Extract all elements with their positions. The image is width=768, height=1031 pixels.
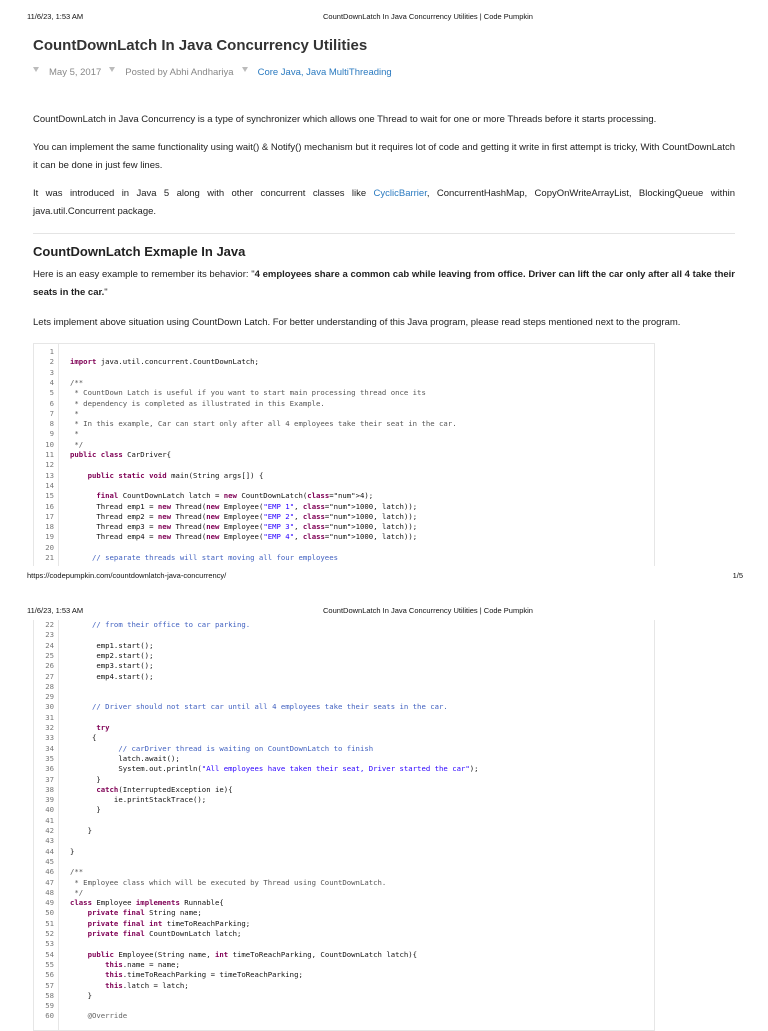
code-line <box>34 630 654 640</box>
code-line <box>34 553 654 563</box>
post-author: Posted by Abhi Andhariya <box>125 67 234 78</box>
code-text: Thread emp3 = new Thread(new Employee("EMP 3", class="num">1000, latch)); <box>70 522 418 532</box>
line-number: 51 <box>45 918 54 928</box>
code-line <box>34 641 654 651</box>
line-number: 6 <box>49 398 54 408</box>
code-line <box>34 399 654 409</box>
code-block-continued <box>33 620 655 1031</box>
line-number: 59 <box>45 1001 54 1011</box>
code-line <box>34 692 654 702</box>
print-page-title: CountDownLatch In Java Concurrency Utilities | Code Pumpkin <box>323 12 533 21</box>
code-line <box>34 960 654 970</box>
code-text: public static void main(String args[]) { <box>87 470 264 480</box>
code-text: Thread emp2 = new Thread(new Employee("EMP 2", class="num">1000, latch)); <box>70 511 418 521</box>
code-text: public Employee(String name, int timeToReachParking, CountDownLatch latch){ <box>87 949 418 959</box>
line-number: 43 <box>45 836 54 846</box>
line-number: 2 <box>49 357 54 367</box>
code-text: Thread emp1 = new Thread(new Employee("EMP 1", class="num">1000, latch)); <box>70 501 418 511</box>
line-number: 11 <box>45 450 54 459</box>
code-line <box>34 816 654 826</box>
line-number: 44 <box>45 846 54 856</box>
print-header <box>0 606 768 618</box>
line-number: 37 <box>45 774 54 784</box>
code-line <box>34 368 654 378</box>
line-number: 31 <box>45 712 54 722</box>
code-text: } <box>70 774 101 784</box>
line-number: 30 <box>45 702 54 712</box>
code-text: */ <box>70 439 84 449</box>
line-number: 4 <box>49 377 54 387</box>
code-line <box>34 347 654 357</box>
code-line <box>34 543 654 553</box>
code-line <box>34 764 654 774</box>
code-text: try <box>96 723 110 732</box>
line-number: 21 <box>45 553 54 562</box>
intro-paragraph: CountDownLatch in Java Concurrency is a type of synchronizer which allows one Thread to wait for one or more Threads before it starts processing. <box>33 114 657 125</box>
line-number: 54 <box>45 949 54 959</box>
post-meta <box>33 67 400 78</box>
line-number: 36 <box>45 764 54 774</box>
post-categories-link[interactable]: Core Java, Java MultiThreading <box>257 67 392 78</box>
code-line <box>34 805 654 815</box>
implementation-paragraph: Lets implement above situation using CountDown Latch. For better understanding of this Java program, please read steps mentioned next to the program. <box>33 317 681 328</box>
code-line <box>34 847 654 857</box>
print-header <box>0 12 768 24</box>
line-number: 10 <box>45 439 54 449</box>
code-block <box>33 343 655 566</box>
line-number: 60 <box>45 1011 54 1021</box>
line-number: 56 <box>45 970 54 980</box>
line-number: 50 <box>45 908 54 918</box>
code-line <box>34 826 654 836</box>
print-datetime: 11/6/23, 1:53 AM <box>27 606 84 615</box>
line-number: 53 <box>45 939 54 949</box>
code-line <box>34 620 654 630</box>
code-line <box>34 440 654 450</box>
post-date: May 5, 2017 <box>49 67 102 78</box>
code-text: import java.util.concurrent.CountDownLatch; <box>70 357 259 367</box>
line-number: 27 <box>45 671 54 681</box>
line-number: 57 <box>45 980 54 990</box>
line-number: 49 <box>45 898 54 908</box>
code-line <box>34 929 654 939</box>
code-line <box>34 754 654 764</box>
code-line <box>34 723 654 733</box>
code-line <box>34 908 654 918</box>
line-number: 29 <box>45 692 54 702</box>
code-line <box>34 378 654 388</box>
line-number: 7 <box>49 408 54 418</box>
line-number: 20 <box>45 542 54 552</box>
code-line <box>34 409 654 419</box>
code-text: * dependency is completed as illustrated in this Example. <box>70 398 325 408</box>
line-number: 8 <box>49 419 54 429</box>
line-number: 1 <box>49 347 54 356</box>
line-number: 15 <box>45 491 54 501</box>
code-line <box>34 512 654 522</box>
code-line <box>34 672 654 682</box>
code-line <box>34 481 654 491</box>
code-line <box>34 429 654 439</box>
code-line <box>34 950 654 960</box>
wait-notify-paragraph: You can implement the same functionality using wait() & Notify() mechanism but it requires lot of code and getting it write in first attempt is tricky, With CountDownLatch it can be done in just few lines. <box>33 142 735 171</box>
code-line <box>34 795 654 805</box>
line-number: 47 <box>45 877 54 887</box>
code-line <box>34 460 654 470</box>
line-number: 22 <box>45 620 54 629</box>
code-text: this.latch = latch; <box>105 980 189 990</box>
line-number: 17 <box>45 511 54 521</box>
line-number: 58 <box>45 990 54 1000</box>
code-line <box>34 1001 654 1011</box>
example-paragraph: Here is an easy example to remember its behavior: "4 employees share a common cab while leaving from office. Driver can lift the car only after all 4 take their seats in the car." <box>33 269 735 298</box>
code-line <box>34 682 654 692</box>
code-line <box>34 919 654 929</box>
code-text: ie.printStackTrace(); <box>70 795 207 805</box>
cyclicbarrier-link[interactable]: CyclicBarrier <box>373 188 427 199</box>
line-number: 45 <box>45 856 54 866</box>
code-text: final CountDownLatch latch = new CountDownLatch(class="num">4); <box>96 491 374 501</box>
code-text: emp4.start(); <box>70 671 154 681</box>
code-text: // carDriver thread is waiting on CountDownLatch to finish <box>70 743 374 753</box>
code-line <box>34 775 654 785</box>
code-text: private final CountDownLatch latch; <box>87 929 242 938</box>
print-page-number: 1/5 <box>732 571 743 580</box>
code-text: * <box>70 429 79 439</box>
section-heading: CountDownLatch Exmaple In Java <box>33 244 246 259</box>
line-number: 14 <box>45 480 54 490</box>
code-line <box>34 733 654 743</box>
line-number: 48 <box>45 887 54 897</box>
code-line <box>34 450 654 460</box>
line-number: 13 <box>45 470 54 480</box>
code-line <box>34 1011 654 1021</box>
code-line <box>34 867 654 877</box>
line-number: 52 <box>45 929 54 938</box>
line-number: 5 <box>49 388 54 398</box>
line-number: 12 <box>45 460 54 470</box>
line-number: 3 <box>49 367 54 377</box>
line-number: 33 <box>45 733 54 743</box>
code-text: emp1.start(); <box>70 640 154 650</box>
code-text: /** <box>70 377 84 387</box>
code-line <box>34 357 654 367</box>
code-line <box>34 522 654 532</box>
print-url: https://codepumpkin.com/countdownlatch-java-concurrency/ <box>27 571 227 580</box>
code-text: @Override <box>70 1011 128 1021</box>
code-line <box>34 836 654 846</box>
code-line <box>34 491 654 501</box>
code-line <box>34 744 654 754</box>
section-divider <box>33 233 735 234</box>
code-text: { <box>70 733 97 743</box>
line-number: 9 <box>49 429 54 439</box>
code-text: emp2.start(); <box>70 650 154 660</box>
code-text: // Driver should not start car until all 4 employees take their seats in the car. <box>70 702 448 712</box>
code-text: System.out.println("All employees have taken their seat, Driver started the car"); <box>70 764 479 774</box>
line-number: 35 <box>45 753 54 763</box>
code-text: } <box>70 846 75 856</box>
code-text: catch(InterruptedException ie){ <box>96 784 233 794</box>
code-text: emp3.start(); <box>70 661 154 671</box>
print-page-title: CountDownLatch In Java Concurrency Utilities | Code Pumpkin <box>323 606 533 615</box>
code-text: class Employee implements Runnable{ <box>70 898 224 908</box>
code-text: private final int timeToReachParking; <box>87 918 251 928</box>
code-text: latch.await(); <box>70 753 180 763</box>
code-text: */ <box>70 887 84 897</box>
code-line <box>34 939 654 949</box>
code-line <box>34 532 654 542</box>
code-line <box>34 888 654 898</box>
code-line <box>34 651 654 661</box>
code-line <box>34 970 654 980</box>
line-number: 46 <box>45 867 54 877</box>
code-text: } <box>70 990 92 1000</box>
line-number: 34 <box>45 743 54 753</box>
line-number: 32 <box>45 723 54 732</box>
code-text: public class CarDriver{ <box>70 450 172 459</box>
code-text: Thread emp4 = new Thread(new Employee("EMP 4", class="num">1000, latch)); <box>70 532 418 542</box>
line-number: 16 <box>45 501 54 511</box>
line-number: 39 <box>45 795 54 805</box>
code-text: this.timeToReachParking = timeToReachParking; <box>105 970 303 980</box>
code-text: // from their office to car parking. <box>70 620 251 629</box>
code-line <box>34 991 654 1001</box>
line-number: 42 <box>45 826 54 835</box>
code-text: private final String name; <box>87 908 202 918</box>
code-line <box>34 878 654 888</box>
article-title: CountDownLatch In Java Concurrency Utilities <box>33 37 368 54</box>
code-text: /** <box>70 867 84 877</box>
line-number: 55 <box>45 959 54 969</box>
code-text: // separate threads will start moving all four employees <box>70 553 338 562</box>
code-line <box>34 981 654 991</box>
caret-down-icon <box>242 67 248 72</box>
caret-down-icon <box>109 67 115 72</box>
code-line <box>34 471 654 481</box>
code-line <box>34 419 654 429</box>
line-number: 19 <box>45 532 54 542</box>
line-number: 24 <box>45 640 54 650</box>
pdf-page-2 <box>0 596 768 1024</box>
code-line <box>34 661 654 671</box>
code-line <box>34 388 654 398</box>
code-text: this.name = name; <box>105 959 180 969</box>
caret-down-icon <box>33 67 39 72</box>
line-number: 40 <box>45 805 54 815</box>
code-text: * CountDown Latch is useful if you want to start main processing thread once its <box>70 388 426 398</box>
code-line <box>34 702 654 712</box>
java5-paragraph: It was introduced in Java 5 along with other concurrent classes like CyclicBarrier, ConcurrentHashMap, CopyOnWriteArrayList, BlockingQueue within java.util.Concurrent package. <box>33 188 736 217</box>
line-number: 26 <box>45 661 54 671</box>
code-line <box>34 713 654 723</box>
code-line <box>34 857 654 867</box>
code-text: * In this example, Car can start only after all 4 employees take their seat in the car. <box>70 419 457 429</box>
print-datetime: 11/6/23, 1:53 AM <box>27 12 84 21</box>
line-number: 38 <box>45 784 54 794</box>
code-text: } <box>70 805 101 815</box>
code-line <box>34 502 654 512</box>
code-text: * Employee class which will be executed by Thread using CountDownLatch. <box>70 877 387 887</box>
code-text: } <box>70 826 92 835</box>
line-number: 25 <box>45 650 54 660</box>
code-text: * <box>70 408 79 418</box>
line-number: 18 <box>45 522 54 532</box>
line-number: 23 <box>45 630 54 640</box>
code-line <box>34 898 654 908</box>
line-number: 41 <box>45 815 54 825</box>
code-line <box>34 785 654 795</box>
line-number: 28 <box>45 681 54 691</box>
